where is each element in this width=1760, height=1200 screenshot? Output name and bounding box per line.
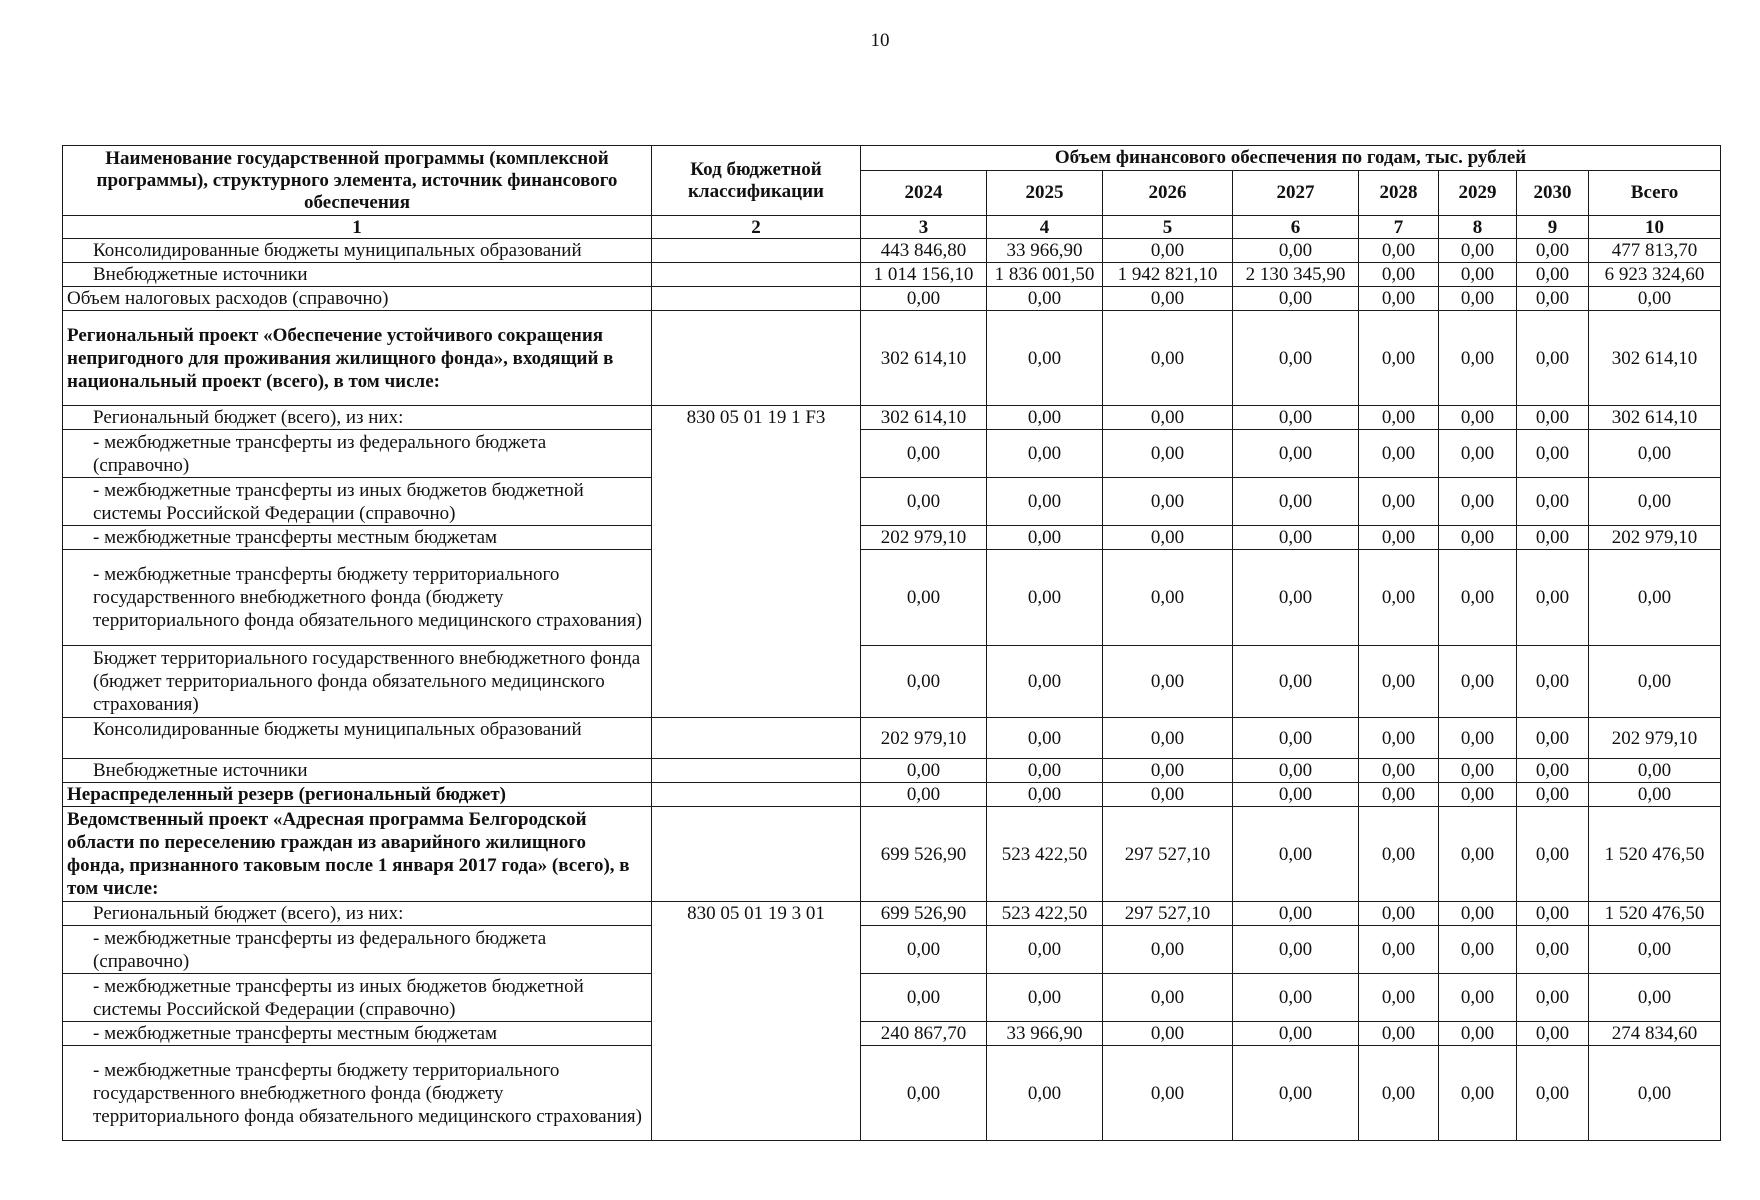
row-value: 0,00 <box>1439 263 1517 287</box>
row-value: 0,00 <box>1439 807 1517 902</box>
row-name: Ведомственный проект «Адресная программа Белгородской области по переселению граждан из аварийного жилищного фонда, признанного таковым после 1 января 2017 года» (всего), в том числе: <box>63 807 652 902</box>
row-name: Внебюджетные источники <box>63 263 652 287</box>
table-row <box>63 406 1721 430</box>
row-value: 0,00 <box>1517 239 1589 263</box>
row-value: 523 422,50 <box>987 902 1103 926</box>
table-row <box>63 550 1721 646</box>
row-value: 0,00 <box>1439 783 1517 807</box>
row-code <box>652 239 861 263</box>
row-value: 0,00 <box>987 430 1103 478</box>
table-row <box>63 478 1721 526</box>
row-total: 477 813,70 <box>1589 239 1721 263</box>
row-value: 0,00 <box>1233 1046 1359 1141</box>
row-name: Нераспределенный резерв (региональный бюджет) <box>63 783 652 807</box>
row-value: 0,00 <box>1359 902 1439 926</box>
row-total: 302 614,10 <box>1589 406 1721 430</box>
row-value: 0,00 <box>1103 974 1233 1022</box>
row-value: 0,00 <box>1359 1046 1439 1141</box>
table-row <box>63 807 1721 902</box>
row-value: 0,00 <box>1517 430 1589 478</box>
row-value: 0,00 <box>861 287 987 311</box>
row-total: 6 923 324,60 <box>1589 263 1721 287</box>
row-total: 0,00 <box>1589 759 1721 783</box>
row-value: 0,00 <box>987 974 1103 1022</box>
row-value: 0,00 <box>1233 526 1359 550</box>
row-total: 0,00 <box>1589 783 1721 807</box>
header-row-1 <box>63 146 1721 171</box>
row-value: 1 836 001,50 <box>987 263 1103 287</box>
row-value: 0,00 <box>1517 478 1589 526</box>
row-total: 202 979,10 <box>1589 526 1721 550</box>
row-value: 0,00 <box>987 926 1103 974</box>
row-total: 0,00 <box>1589 287 1721 311</box>
row-value: 0,00 <box>1233 478 1359 526</box>
row-value: 0,00 <box>1517 718 1589 759</box>
row-name: - межбюджетные трансферты из федерального бюджета (справочно) <box>63 430 652 478</box>
row-code <box>652 311 861 406</box>
row-value: 0,00 <box>1439 311 1517 406</box>
row-value: 0,00 <box>987 718 1103 759</box>
row-name: Региональный бюджет (всего), из них: <box>63 406 652 430</box>
column-number: 2 <box>652 216 861 239</box>
row-value: 0,00 <box>1359 1022 1439 1046</box>
row-value: 0,00 <box>1359 550 1439 646</box>
column-number: 4 <box>987 216 1103 239</box>
header-financing-group: Объем финансового обеспечения по годам, тыс. рублей <box>861 146 1721 171</box>
row-value: 0,00 <box>1233 807 1359 902</box>
row-value: 2 130 345,90 <box>1233 263 1359 287</box>
row-value: 0,00 <box>1517 974 1589 1022</box>
row-total: 0,00 <box>1589 550 1721 646</box>
row-value: 0,00 <box>1517 1046 1589 1141</box>
row-value: 0,00 <box>1517 759 1589 783</box>
row-value: 202 979,10 <box>861 718 987 759</box>
column-number: 7 <box>1359 216 1439 239</box>
row-value: 0,00 <box>1233 550 1359 646</box>
row-code: 830 05 01 19 1 F3 <box>652 406 861 718</box>
column-number: 5 <box>1103 216 1233 239</box>
row-total: 0,00 <box>1589 926 1721 974</box>
row-value: 0,00 <box>987 406 1103 430</box>
row-code <box>652 718 861 759</box>
table-row <box>63 263 1721 287</box>
row-name: - межбюджетные трансферты местным бюджетам <box>63 526 652 550</box>
row-value: 33 966,90 <box>987 239 1103 263</box>
row-value: 0,00 <box>1233 1022 1359 1046</box>
row-value: 33 966,90 <box>987 1022 1103 1046</box>
row-total: 302 614,10 <box>1589 311 1721 406</box>
table-row <box>63 430 1721 478</box>
row-value: 0,00 <box>1439 974 1517 1022</box>
header-year: 2024 <box>861 171 987 216</box>
row-value: 0,00 <box>1359 263 1439 287</box>
table-row <box>63 1046 1721 1141</box>
row-name: - межбюджетные трансферты из иных бюджетов бюджетной системы Российской Федерации (справочно) <box>63 974 652 1022</box>
row-value: 0,00 <box>1359 807 1439 902</box>
row-value: 0,00 <box>987 759 1103 783</box>
row-value: 0,00 <box>1517 263 1589 287</box>
row-value: 0,00 <box>1439 526 1517 550</box>
table-row <box>63 759 1721 783</box>
row-value: 0,00 <box>861 478 987 526</box>
row-value: 0,00 <box>1103 926 1233 974</box>
table-row <box>63 646 1721 718</box>
table-row <box>63 974 1721 1022</box>
row-value: 0,00 <box>987 287 1103 311</box>
row-value: 0,00 <box>1439 1046 1517 1141</box>
row-value: 0,00 <box>861 646 987 718</box>
row-value: 297 527,10 <box>1103 807 1233 902</box>
row-value: 0,00 <box>1359 478 1439 526</box>
header-year: 2030 <box>1517 171 1589 216</box>
row-value: 0,00 <box>1103 526 1233 550</box>
row-total: 0,00 <box>1589 478 1721 526</box>
row-value: 0,00 <box>1103 287 1233 311</box>
row-value: 0,00 <box>1359 974 1439 1022</box>
row-total: 0,00 <box>1589 430 1721 478</box>
column-number: 9 <box>1517 216 1589 239</box>
row-value: 0,00 <box>1517 646 1589 718</box>
row-value: 0,00 <box>987 1046 1103 1141</box>
row-value: 0,00 <box>1359 526 1439 550</box>
row-value: 302 614,10 <box>861 311 987 406</box>
row-name: - межбюджетные трансферты бюджету территориального государственного внебюджетного фонда (бюджету территориального фонда обязательного медицинского страхования) <box>63 1046 652 1141</box>
row-code <box>652 783 861 807</box>
row-value: 240 867,70 <box>861 1022 987 1046</box>
row-name: - межбюджетные трансферты из федерального бюджета (справочно) <box>63 926 652 974</box>
column-numbers-row <box>63 216 1721 239</box>
row-value: 0,00 <box>1103 1022 1233 1046</box>
row-name: - межбюджетные трансферты местным бюджетам <box>63 1022 652 1046</box>
header-year: 2027 <box>1233 171 1359 216</box>
table-row <box>63 287 1721 311</box>
financing-table <box>62 145 1721 1141</box>
row-value: 0,00 <box>861 974 987 1022</box>
row-value: 1 014 156,10 <box>861 263 987 287</box>
row-value: 0,00 <box>987 783 1103 807</box>
row-value: 0,00 <box>1359 759 1439 783</box>
table-row <box>63 239 1721 263</box>
row-value: 0,00 <box>1233 406 1359 430</box>
row-value: 0,00 <box>1439 287 1517 311</box>
row-name: Региональный бюджет (всего), из них: <box>63 902 652 926</box>
row-value: 0,00 <box>1103 783 1233 807</box>
row-value: 0,00 <box>1439 430 1517 478</box>
row-value: 0,00 <box>1359 430 1439 478</box>
column-number: 8 <box>1439 216 1517 239</box>
row-value: 0,00 <box>1233 311 1359 406</box>
row-name: - межбюджетные трансферты бюджету территориального государственного внебюджетного фонда (бюджету территориального фонда обязательного медицинского страхования) <box>63 550 652 646</box>
row-value: 0,00 <box>1439 718 1517 759</box>
row-value: 0,00 <box>987 311 1103 406</box>
table-row <box>63 526 1721 550</box>
row-value: 1 942 821,10 <box>1103 263 1233 287</box>
row-value: 0,00 <box>1359 646 1439 718</box>
row-value: 0,00 <box>1439 478 1517 526</box>
row-value: 0,00 <box>1359 926 1439 974</box>
column-number: 10 <box>1589 216 1721 239</box>
row-value: 202 979,10 <box>861 526 987 550</box>
row-value: 0,00 <box>1233 926 1359 974</box>
row-value: 0,00 <box>1517 550 1589 646</box>
row-value: 0,00 <box>987 550 1103 646</box>
row-value: 0,00 <box>861 1046 987 1141</box>
row-value: 0,00 <box>1517 406 1589 430</box>
row-value: 0,00 <box>1359 311 1439 406</box>
column-number: 6 <box>1233 216 1359 239</box>
row-value: 0,00 <box>1439 759 1517 783</box>
row-value: 0,00 <box>861 430 987 478</box>
row-name: Объем налоговых расходов (справочно) <box>63 287 652 311</box>
row-total: 274 834,60 <box>1589 1022 1721 1046</box>
row-value: 0,00 <box>1233 759 1359 783</box>
header-total: Всего <box>1589 171 1721 216</box>
row-value: 0,00 <box>1439 926 1517 974</box>
row-total: 0,00 <box>1589 974 1721 1022</box>
row-value: 0,00 <box>1359 718 1439 759</box>
table-row <box>63 311 1721 406</box>
row-value: 0,00 <box>1233 287 1359 311</box>
row-total: 202 979,10 <box>1589 718 1721 759</box>
column-number: 3 <box>861 216 987 239</box>
row-value: 0,00 <box>1233 974 1359 1022</box>
header-year: 2026 <box>1103 171 1233 216</box>
row-code <box>652 807 861 902</box>
table-row <box>63 902 1721 926</box>
row-value: 0,00 <box>1439 646 1517 718</box>
row-value: 0,00 <box>861 926 987 974</box>
header-year: 2028 <box>1359 171 1439 216</box>
row-value: 0,00 <box>987 526 1103 550</box>
row-value: 0,00 <box>1103 718 1233 759</box>
row-value: 0,00 <box>1439 406 1517 430</box>
row-total: 1 520 476,50 <box>1589 902 1721 926</box>
table-row <box>63 718 1721 759</box>
row-total: 0,00 <box>1589 646 1721 718</box>
row-value: 0,00 <box>1439 239 1517 263</box>
row-value: 0,00 <box>1233 783 1359 807</box>
row-value: 0,00 <box>1517 807 1589 902</box>
row-value: 0,00 <box>1359 287 1439 311</box>
row-value: 443 846,80 <box>861 239 987 263</box>
row-value: 0,00 <box>1517 1022 1589 1046</box>
row-value: 0,00 <box>1233 646 1359 718</box>
row-value: 0,00 <box>1233 239 1359 263</box>
row-value: 0,00 <box>1233 718 1359 759</box>
column-number: 1 <box>63 216 652 239</box>
row-value: 0,00 <box>1439 1022 1517 1046</box>
row-value: 0,00 <box>1359 783 1439 807</box>
row-value: 0,00 <box>1103 759 1233 783</box>
row-code <box>652 759 861 783</box>
row-value: 0,00 <box>1103 478 1233 526</box>
row-code: 830 05 01 19 3 01 <box>652 902 861 1141</box>
row-value: 699 526,90 <box>861 807 987 902</box>
row-value: 0,00 <box>1517 526 1589 550</box>
row-name: Бюджет территориального государственного внебюджетного фонда (бюджет территориального фонда обязательного медицинского страхования) <box>63 646 652 718</box>
row-value: 0,00 <box>1103 550 1233 646</box>
row-value: 0,00 <box>1233 430 1359 478</box>
row-value: 0,00 <box>1233 902 1359 926</box>
header-name-column: Наименование государственной программы (комплексной программы), структурного элемента, источник финансового обеспечения <box>63 146 652 216</box>
row-name: Консолидированные бюджеты муниципальных образований <box>63 239 652 263</box>
header-code-column: Код бюджетной классификации <box>652 146 861 216</box>
row-value: 0,00 <box>1517 783 1589 807</box>
row-value: 0,00 <box>861 783 987 807</box>
row-value: 0,00 <box>1439 902 1517 926</box>
row-value: 0,00 <box>861 759 987 783</box>
row-value: 523 422,50 <box>987 807 1103 902</box>
table-row <box>63 783 1721 807</box>
row-name: Внебюджетные источники <box>63 759 652 783</box>
row-name: Консолидированные бюджеты муниципальных образований <box>63 718 652 759</box>
row-value: 0,00 <box>1103 430 1233 478</box>
row-value: 302 614,10 <box>861 406 987 430</box>
row-value: 0,00 <box>861 550 987 646</box>
row-value: 0,00 <box>1517 311 1589 406</box>
row-name: - межбюджетные трансферты из иных бюджетов бюджетной системы Российской Федерации (справочно) <box>63 478 652 526</box>
header-year: 2025 <box>987 171 1103 216</box>
table-row <box>63 1022 1721 1046</box>
row-value: 297 527,10 <box>1103 902 1233 926</box>
row-value: 0,00 <box>1103 646 1233 718</box>
header-year: 2029 <box>1439 171 1517 216</box>
row-total: 1 520 476,50 <box>1589 807 1721 902</box>
page-number: 10 <box>870 30 890 51</box>
row-name: Региональный проект «Обеспечение устойчивого сокращения непригодного для проживания жилищного фонда», входящий в национальный проект (всего), в том числе: <box>63 311 652 406</box>
row-value: 0,00 <box>1517 926 1589 974</box>
row-value: 0,00 <box>987 646 1103 718</box>
row-value: 0,00 <box>1103 1046 1233 1141</box>
row-value: 699 526,90 <box>861 902 987 926</box>
row-code <box>652 263 861 287</box>
row-value: 0,00 <box>1517 287 1589 311</box>
row-code <box>652 287 861 311</box>
row-value: 0,00 <box>1359 406 1439 430</box>
row-total: 0,00 <box>1589 1046 1721 1141</box>
row-value: 0,00 <box>1103 239 1233 263</box>
row-value: 0,00 <box>1103 311 1233 406</box>
row-value: 0,00 <box>987 478 1103 526</box>
table-row <box>63 926 1721 974</box>
row-value: 0,00 <box>1439 550 1517 646</box>
row-value: 0,00 <box>1103 406 1233 430</box>
row-value: 0,00 <box>1359 239 1439 263</box>
row-value: 0,00 <box>1517 902 1589 926</box>
